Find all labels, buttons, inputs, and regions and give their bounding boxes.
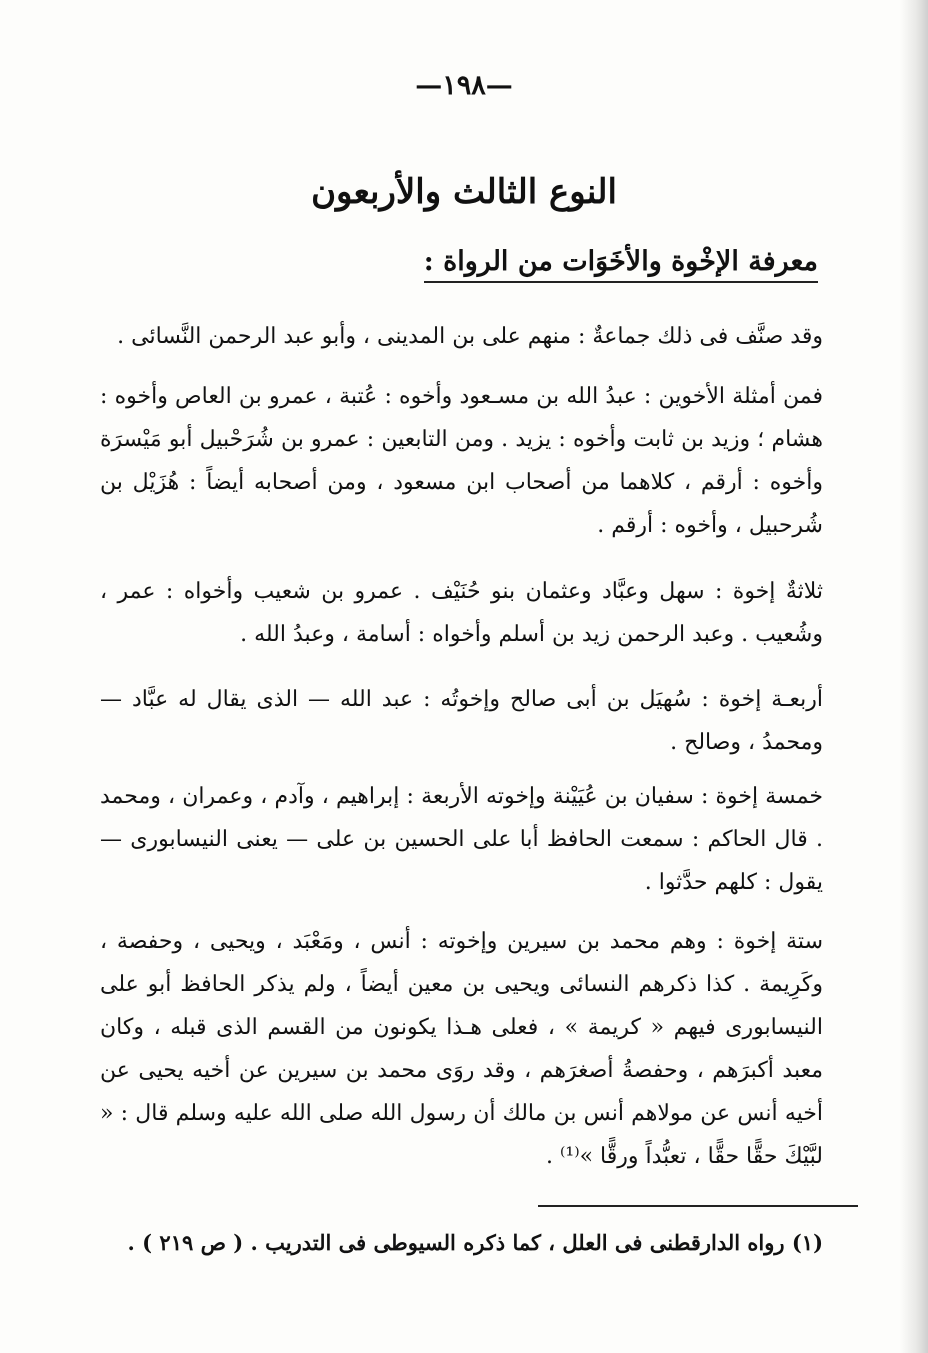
- section-subtitle: معرفة الإخْوة والأخَوَات من الرواة :: [424, 246, 818, 283]
- paragraph-three-brothers: ثلاثةٌ إخوة : سهل وعبَّاد وعثمان بنو حُنَيْف . عمرو بن شعيب وأخواه : عمر ، وشُعيب . وعبد الرحمن زيد بن أسلم وأخواه : أسامة ، وعبدُ الله .: [100, 579, 823, 647]
- footnote-divider: [538, 1205, 858, 1207]
- paragraph-two-brothers: فمن أمثلة الأخوين : عبدُ الله بن مسـعود وأخوه : عُتبة ، عمرو بن العاص وأخوه : هشام ؛ وزيد بن ثابت وأخوه : يزيد . ومن التابعين : عمرو بن شُرَحْبيل أبو مَيْسرَة وأخوه : أرقم ، كلاهما من أصحاب ابن مسعود ، ومن أصحابه أيضاً : هُزَيْل بن شُرحبيل ، وأخوه : أرقم .: [100, 384, 823, 538]
- paragraph-five-brothers: خمسة إخوة : سفيان بن عُيَيْنة وإخوته الأربعة : إبراهيم ، وآدم ، وعمران ، ومحمد . قال الحاكم : سمعت الحافظ أبا على الحسين بن على — يعنى النيسابورى — يقول : كلهم حدَّثوا .: [100, 784, 823, 895]
- paragraph-six-brothers: ستة إخوة : وهم محمد بن سيرين وإخوته : أنس ، ومَعْبَد ، ويحيى ، وحفصة ، وكَرِيمة . كذا ذكرهم النسائى ويحيى بن معين أيضاً ، ولم يذكر الحافظ أبو على النيسابورى فيهم « كريمة » ، فعلى هـذا يكونون من القسم الذى قبله ، وكان معبد أكبرَهم ، وحفصةُ أصغرَهم ، وقد روَى محمد بن سيرين عن أخيه يحيى عن أخيه أنس عن مولاهم أنس بن مالك أن رسول الله صلى الله عليه وسلم قال : « لبَّيْكَ حقًّا حقًّا ، تعبُّداً ورقًّا »⁽¹⁾ .: [100, 929, 823, 1169]
- paragraph-intro: وقد صنَّف فى ذلك جماعةٌ : منهم على بن المدينى ، وأبو عبد الرحمن النَّسائى .: [117, 324, 823, 349]
- paragraph-four-brothers: أربعـة إخوة : سُهيَل بن أبى صالح وإخوتُه : عبد الله — الذى يقال له عبَّاد — ومحمدُ ، وصالح .: [100, 687, 823, 755]
- footnote: (١) رواه الدارقطنى فى العلل ، كما ذكره السيوطى فى التدريب . ( ص ٢١٩ ) .: [127, 1230, 823, 1255]
- chapter-title: النوع الثالث والأربعون: [311, 172, 617, 212]
- page-number: —١٩٨—: [415, 70, 513, 101]
